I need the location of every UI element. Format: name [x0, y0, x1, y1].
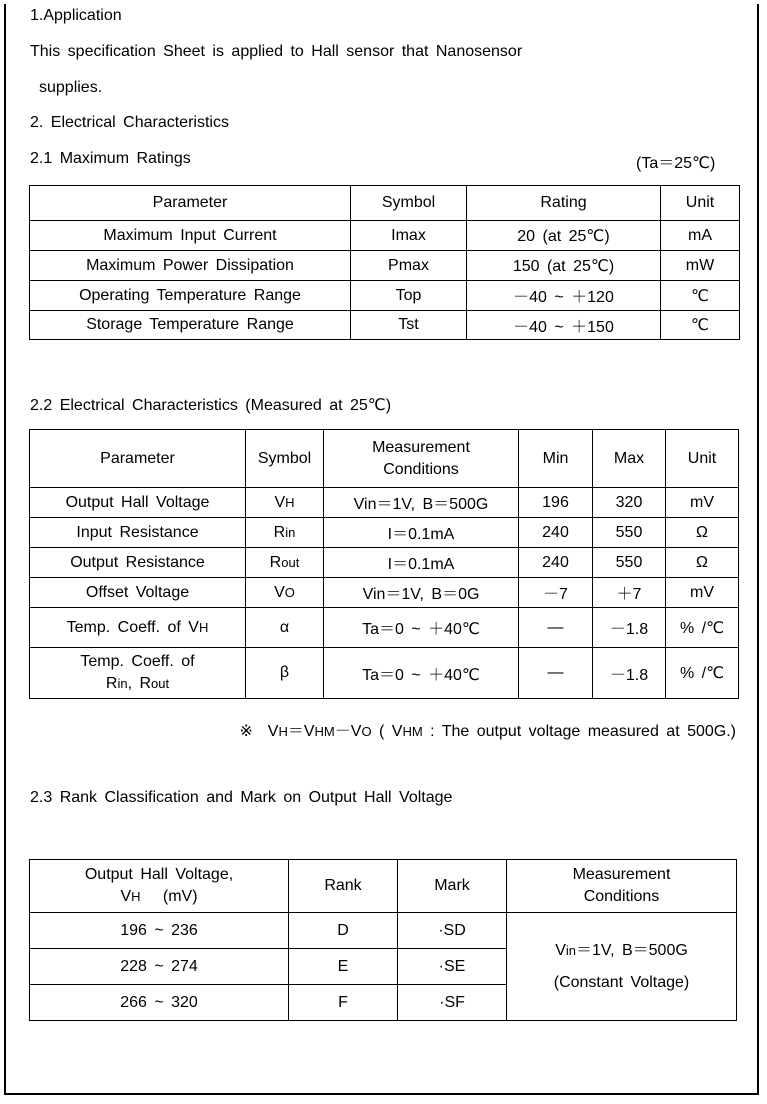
section-2-1-condition: (Ta＝25℃) — [636, 155, 716, 172]
header-conditions-line-2: Conditions — [383, 460, 459, 478]
cell-rating: 20 (at 25℃) — [467, 221, 661, 251]
cell-conditions: Vin＝1V, B＝500G — [324, 488, 519, 518]
header-measurement-conditions: Measurement Conditions — [507, 860, 737, 913]
cell-min: — — [519, 648, 593, 699]
rank-classification-table — [29, 859, 737, 1021]
cell-mark: ·SD — [398, 913, 507, 949]
section-2-3-title: 2.3 Rank Classification and Mark on Output Hall Voltage — [30, 789, 453, 806]
cell-voltage-range: 266 ~ 320 — [30, 985, 289, 1021]
cell-unit: mA — [661, 221, 740, 251]
cell-parameter: Input Resistance — [30, 518, 246, 548]
cell-symbol: VO — [246, 578, 324, 608]
cell-rank: D — [289, 913, 398, 949]
cell-max: 550 — [593, 548, 666, 578]
table-row — [30, 648, 739, 699]
cell-max: －1.8 — [593, 648, 666, 699]
table-row — [30, 608, 739, 648]
section-1-text-line-2: supplies. — [39, 79, 103, 96]
header-parameter: Parameter — [30, 430, 246, 488]
section-2-2-title: 2.2 Electrical Characteristics (Measured at 25℃) — [30, 397, 392, 414]
table-header-row — [30, 430, 739, 488]
cell-min: — — [519, 608, 593, 648]
table-row — [30, 281, 740, 311]
section-1-heading: 1.Application — [30, 7, 122, 24]
table-row — [30, 488, 739, 518]
header-max: Max — [593, 430, 666, 488]
cell-symbol: Pmax — [351, 251, 467, 281]
cell-unit: % /℃ — [666, 608, 739, 648]
header-symbol: Symbol — [246, 430, 324, 488]
header-rank: Rank — [289, 860, 398, 913]
cell-min: －7 — [519, 578, 593, 608]
header-conditions-line-1: Measurement — [372, 438, 470, 456]
footnote: ※ VH＝VHM－VO ( VHM : The output voltage measured at 500G.) — [239, 723, 736, 740]
header-measurement-conditions — [324, 430, 519, 488]
cell-conditions: Ta＝0 ~ ＋40℃ — [324, 648, 519, 699]
table-row — [30, 221, 740, 251]
cell-voltage-range: 228 ~ 274 — [30, 949, 289, 985]
cell-unit: mV — [666, 488, 739, 518]
table-row — [30, 913, 737, 949]
section-1-text-line-1: This specification Sheet is applied to Hall sensor that Nanosensor — [30, 43, 523, 60]
header-output-hall-voltage: Output Hall Voltage, VH (mV) — [30, 860, 289, 913]
cell-symbol: VH — [246, 488, 324, 518]
cell-conditions: Vin＝1V, B＝0G — [324, 578, 519, 608]
cell-parameter: Storage Temperature Range — [30, 311, 351, 340]
cell-unit: % /℃ — [666, 648, 739, 699]
cell-min: 240 — [519, 518, 593, 548]
header-parameter: Parameter — [30, 186, 351, 221]
cell-conditions: I＝0.1mA — [324, 548, 519, 578]
header-unit: Unit — [666, 430, 739, 488]
cell-mark: ·SE — [398, 949, 507, 985]
cell-max: ＋7 — [593, 578, 666, 608]
table-row — [30, 578, 739, 608]
electrical-characteristics-table — [29, 429, 739, 699]
cell-parameter: Temp. Coeff. of VH — [30, 608, 246, 648]
max-ratings-table — [29, 185, 740, 340]
table-row — [30, 251, 740, 281]
cell-rating: －40 ~ ＋150 — [467, 311, 661, 340]
cell-unit: Ω — [666, 518, 739, 548]
cell-conditions: I＝0.1mA — [324, 518, 519, 548]
cell-rating: －40 ~ ＋120 — [467, 281, 661, 311]
cell-symbol: β — [246, 648, 324, 699]
cell-parameter: Output Hall Voltage — [30, 488, 246, 518]
cell-unit: mV — [666, 578, 739, 608]
header-min: Min — [519, 430, 593, 488]
table-header-row — [30, 186, 740, 221]
cell-max: 550 — [593, 518, 666, 548]
table-row — [30, 548, 739, 578]
cell-unit: ℃ — [661, 311, 740, 340]
header-rating: Rating — [467, 186, 661, 221]
table-header-row — [30, 860, 737, 913]
cell-rating: 150 (at 25℃) — [467, 251, 661, 281]
table-row — [30, 518, 739, 548]
cell-parameter: Maximum Power Dissipation — [30, 251, 351, 281]
cell-parameter: Output Resistance — [30, 548, 246, 578]
cell-rank: E — [289, 949, 398, 985]
cell-measurement-conditions: Vin＝1V, B＝500G (Constant Voltage) — [507, 913, 737, 1021]
header-unit: Unit — [661, 186, 740, 221]
cell-unit: mW — [661, 251, 740, 281]
cell-parameter: Offset Voltage — [30, 578, 246, 608]
cell-min: 196 — [519, 488, 593, 518]
cell-conditions: Ta＝0 ~ ＋40℃ — [324, 608, 519, 648]
cell-parameter: Maximum Input Current — [30, 221, 351, 251]
cell-unit: ℃ — [661, 281, 740, 311]
cell-max: －1.8 — [593, 608, 666, 648]
header-mark: Mark — [398, 860, 507, 913]
cell-symbol: Top — [351, 281, 467, 311]
header-symbol: Symbol — [351, 186, 467, 221]
table-row — [30, 311, 740, 340]
cell-symbol: α — [246, 608, 324, 648]
cell-symbol: Imax — [351, 221, 467, 251]
cell-symbol: Rin — [246, 518, 324, 548]
cell-voltage-range: 196 ~ 236 — [30, 913, 289, 949]
cell-parameter: Temp. Coeff. of Rin, Rout — [30, 648, 246, 699]
cell-rank: F — [289, 985, 398, 1021]
cell-mark: ·SF — [398, 985, 507, 1021]
cell-symbol: Tst — [351, 311, 467, 340]
cell-unit: Ω — [666, 548, 739, 578]
cell-min: 240 — [519, 548, 593, 578]
section-2-1-title: 2.1 Maximum Ratings — [30, 150, 191, 167]
cell-parameter: Operating Temperature Range — [30, 281, 351, 311]
cell-max: 320 — [593, 488, 666, 518]
cell-symbol: Rout — [246, 548, 324, 578]
section-2-heading: 2. Electrical Characteristics — [30, 114, 229, 131]
